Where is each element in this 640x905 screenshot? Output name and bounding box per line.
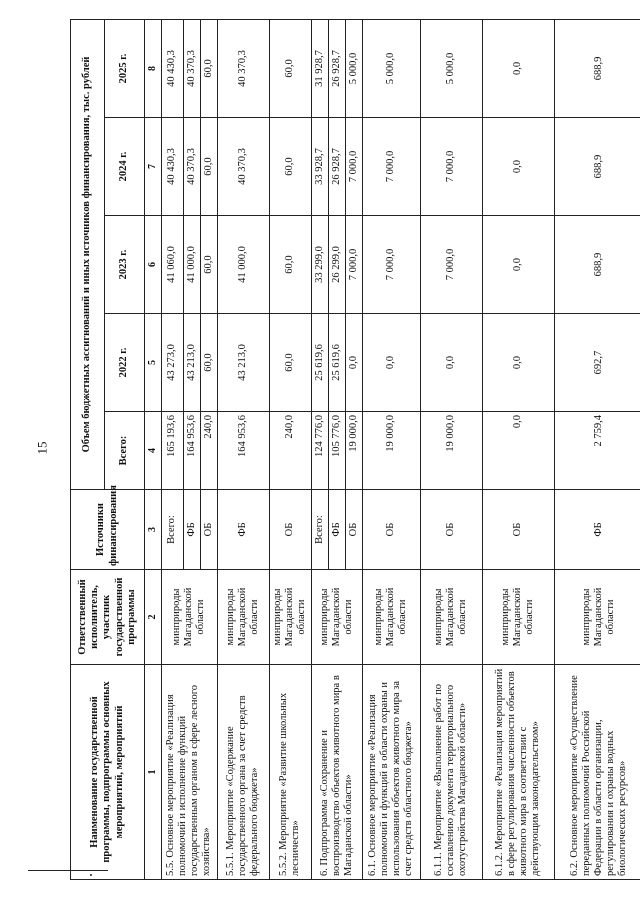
row-2025: 31 928,7 (311, 19, 328, 117)
row-responsible: минприроды Магаданской области (311, 570, 362, 665)
col-num: 3 (145, 490, 162, 570)
row-2025: 40 370,3 (183, 19, 200, 117)
row-2023: 7 000,0 (345, 216, 362, 314)
col-num: 2 (145, 570, 162, 665)
row-total: 19 000,0 (345, 412, 362, 490)
row-2023: 0,0 (482, 216, 554, 314)
row-source: Всего: (161, 490, 183, 570)
row-name: 6.1.2. Мероприятие «Реализация мероприятий в сфере регулирования численности объектов животного мира в соответствии с действующим законодательством» (482, 665, 554, 880)
row-2023: 26 299,0 (328, 216, 345, 314)
row-source: ОБ (362, 490, 420, 570)
row-total: 164 953,6 (183, 412, 200, 490)
row-2023: 41 060,0 (161, 216, 183, 314)
col-num: 8 (145, 19, 162, 117)
row-2022: 43 213,0 (183, 314, 200, 412)
row-2022: 0,0 (362, 314, 420, 412)
header-total: Всего: (105, 412, 145, 490)
header-2025: 2025 г. (105, 19, 145, 117)
row-2022: 25 619,6 (311, 314, 328, 412)
row-total: 2 759,4 (554, 412, 640, 490)
row-2025: 5 000,0 (362, 19, 420, 117)
col-num: 1 (145, 665, 162, 880)
row-source: ФБ (217, 490, 269, 570)
table-row (362, 19, 420, 879)
row-2024: 60,0 (200, 118, 217, 216)
row-2023: 60,0 (200, 216, 217, 314)
row-2023: 41 000,0 (217, 216, 269, 314)
row-2025: 5 000,0 (420, 19, 482, 117)
row-2024: 688,9 (554, 118, 640, 216)
row-2022: 60,0 (269, 314, 311, 412)
row-source: ОБ (482, 490, 554, 570)
row-2022: 43 273,0 (161, 314, 183, 412)
row-responsible: минприроды Магаданской области (420, 570, 482, 665)
row-name: 5.5.2. Мероприятие «Развитие школьных лесничеств» (269, 665, 311, 880)
row-source: ФБ (554, 490, 640, 570)
row-2024: 40 430,3 (161, 118, 183, 216)
row-2024: 7 000,0 (362, 118, 420, 216)
row-source: ОБ (420, 490, 482, 570)
header-volume: Объем бюджетных ассигнований и иных источников финансирования, тыс. рублей (71, 19, 105, 489)
table-row (269, 19, 311, 879)
budget-table (70, 19, 640, 880)
row-name: 6.2. Основное мероприятие «Осуществление переданных полномочий Российской Федерации в области организации, регулирования и охраны водных биологических ресурсов» (554, 665, 640, 880)
row-2024: 7 000,0 (420, 118, 482, 216)
row-2022: 60,0 (200, 314, 217, 412)
row-responsible: минприроды Магаданской области (362, 570, 420, 665)
row-total: 19 000,0 (420, 412, 482, 490)
row-2022: 43 213,0 (217, 314, 269, 412)
row-name: 5.5. Основное мероприятие «Реализация полномочий и исполнение функций государственным органом в сфере лесного хозяйства» (161, 665, 217, 880)
row-name: 5.5.1. Мероприятие «Содержание государственного органа за счет средств федерального бюджета» (217, 665, 269, 880)
header-2024: 2024 г. (105, 118, 145, 216)
table-row (161, 19, 183, 879)
row-2025: 688,9 (554, 19, 640, 117)
row-source: ОБ (269, 490, 311, 570)
row-2022: 25 619,6 (328, 314, 345, 412)
row-2022: 0,0 (482, 314, 554, 412)
col-num: 6 (145, 216, 162, 314)
table-row (482, 19, 554, 879)
row-total: 19 000,0 (362, 412, 420, 490)
row-source: ФБ (183, 490, 200, 570)
row-2023: 33 299,0 (311, 216, 328, 314)
row-2024: 7 000,0 (345, 118, 362, 216)
row-2023: 7 000,0 (420, 216, 482, 314)
col-num: 4 (145, 412, 162, 490)
row-2025: 0,0 (482, 19, 554, 117)
row-2023: 41 000,0 (183, 216, 200, 314)
row-2025: 60,0 (200, 19, 217, 117)
row-2025: 5 000,0 (345, 19, 362, 117)
col-num: 5 (145, 314, 162, 412)
row-2023: 688,9 (554, 216, 640, 314)
header-row-1 (71, 19, 105, 879)
row-2024: 60,0 (269, 118, 311, 216)
row-responsible: минприроды Магаданской области (217, 570, 269, 665)
page-number: 15 (34, 441, 50, 455)
col-num: 7 (145, 118, 162, 216)
header-2022: 2022 г. (105, 314, 145, 412)
row-total: 240,0 (200, 412, 217, 490)
row-total: 165 193,6 (161, 412, 183, 490)
row-2023: 7 000,0 (362, 216, 420, 314)
row-total: 105 776,0 (328, 412, 345, 490)
row-responsible: минприроды Магаданской области (161, 570, 217, 665)
row-responsible: минприроды Магаданской области (554, 570, 640, 665)
header-source: Источники финансирования (71, 490, 145, 570)
row-source: ОБ (345, 490, 362, 570)
row-2025: 26 928,7 (328, 19, 345, 117)
table-row (217, 19, 269, 879)
row-total: 164 953,6 (217, 412, 269, 490)
row-2022: 0,0 (420, 314, 482, 412)
rotated-table-container (70, 20, 630, 880)
row-source: ФБ (328, 490, 345, 570)
row-2023: 60,0 (269, 216, 311, 314)
row-2025: 40 370,3 (217, 19, 269, 117)
row-2022: 0,0 (345, 314, 362, 412)
row-2025: 60,0 (269, 19, 311, 117)
row-name: 6. Подпрограмма «Сохранение и воспроизводство объектов животного мира в Магаданской области» (311, 665, 362, 880)
row-2024: 40 370,3 (217, 118, 269, 216)
header-2023: 2023 г. (105, 216, 145, 314)
row-2024: 33 928,7 (311, 118, 328, 216)
table-row (554, 19, 640, 879)
header-name: Наименование государственной программы, подпрограммы основных мероприятий, мероприятий (71, 665, 145, 880)
row-total: 0,0 (482, 412, 554, 490)
row-total: 124 776,0 (311, 412, 328, 490)
row-source: Всего: (311, 490, 328, 570)
row-responsible: минприроды Магаданской области (269, 570, 311, 665)
row-source: ОБ (200, 490, 217, 570)
row-name: 6.1. Основное мероприятие «Реализация полномочий и функций в области охраны и использования объектов животного мира за счет средств областного бюджета» (362, 665, 420, 880)
row-total: 240,0 (269, 412, 311, 490)
row-2024: 0,0 (482, 118, 554, 216)
header-responsible: Ответственный исполнитель, участник государственной программы (71, 570, 145, 665)
row-2022: 692,7 (554, 314, 640, 412)
row-2024: 40 370,3 (183, 118, 200, 216)
row-responsible: минприроды Магаданской области (482, 570, 554, 665)
table-row (311, 19, 328, 879)
column-number-row (145, 19, 162, 879)
row-2025: 40 430,3 (161, 19, 183, 117)
table-row (420, 19, 482, 879)
row-2024: 26 928,7 (328, 118, 345, 216)
row-name: 6.1.1. Мероприятие «Выполнение работ по составлению документа территориального охотустройства Магаданской области» (420, 665, 482, 880)
